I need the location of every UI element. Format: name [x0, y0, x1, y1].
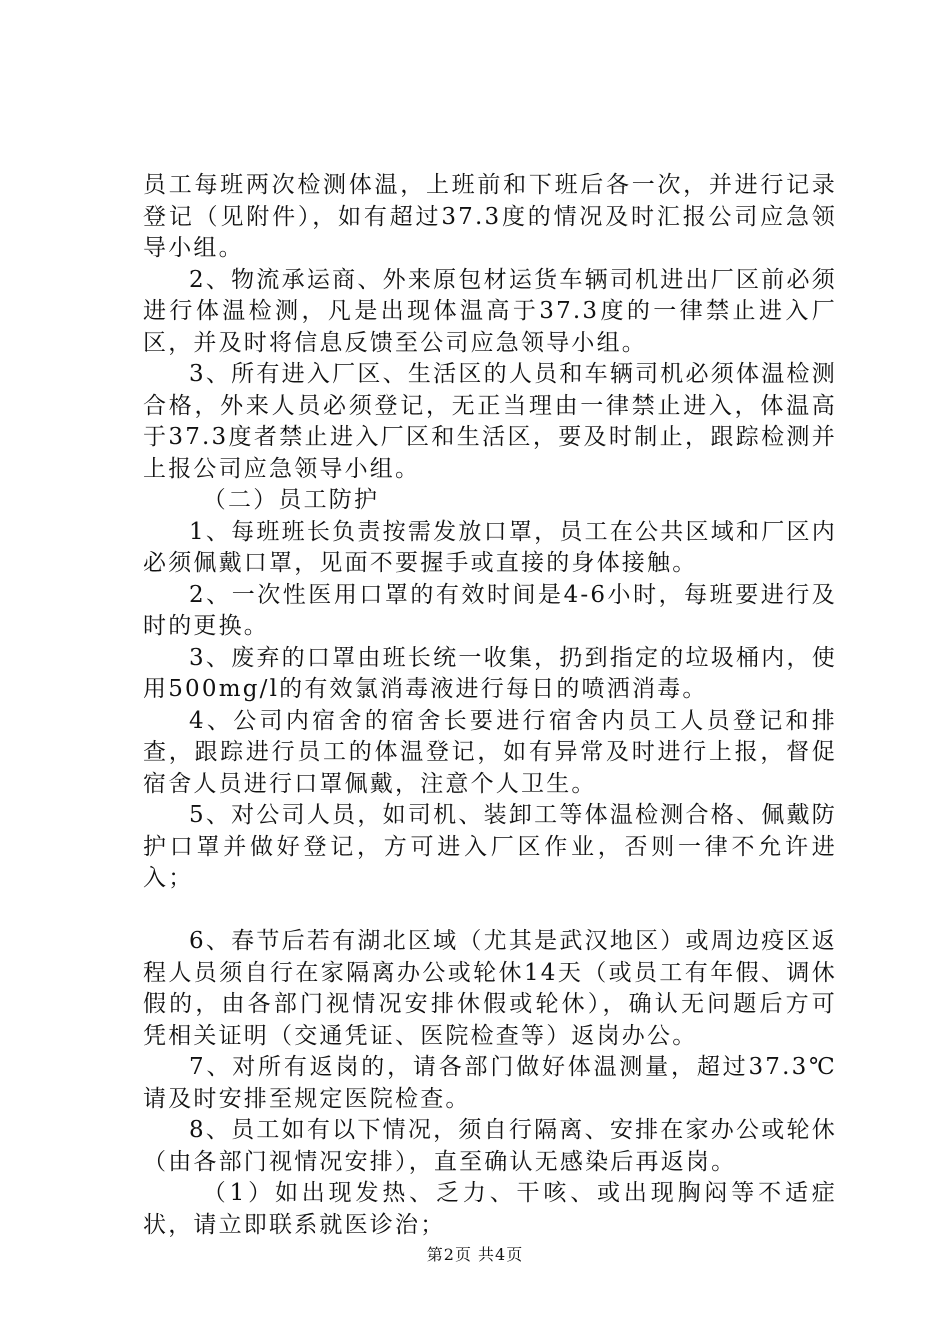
- document-body: [143, 170, 837, 1241]
- paragraph-item-6-return-isolation: 6、春节后若有湖北区域（尤其是武汉地区）或周边疫区返程人员须自行在家隔离办公或轮休14天（或员工有年假、调休假的，由各部门视情况安排休假或轮休），确认无问题后方可凭相关证明（交通凭证、医院检查等）返岗办公。: [143, 928, 837, 1049]
- paragraph-item-2-mask-replacement: 2、一次性医用口罩的有效时间是4-6小时，每班要进行及时的更换。: [143, 581, 837, 639]
- paragraph-sub-item-1-symptoms: （1）如出现发热、乏力、干咳、或出现胸闷等不适症状，请立即联系就医诊治；: [143, 1180, 837, 1238]
- blank-line: [143, 895, 837, 927]
- paragraph-item-3-entry-check: 3、所有进入厂区、生活区的人员和车辆司机必须体温检测合格，外来人员必须登记，无正当理由一律禁止进入，体温高于37.3度者禁止进入厂区和生活区，要及时制止，跟踪检测并上报公司应急领导小组。: [143, 361, 837, 482]
- page-number-footer: 第2页 共4页: [426, 1245, 524, 1264]
- paragraph-item-3-mask-disposal: 3、废弃的口罩由班长统一收集，扔到指定的垃圾桶内，使用500mg/l的有效氯消毒液进行每日的喷洒消毒。: [143, 644, 837, 702]
- section-heading-employee-protection: （二）员工防护: [202, 487, 380, 513]
- paragraph-item-7-temperature-measure: 7、对所有返岗的，请各部门做好体温测量，超过37.3℃请及时安排至规定医院检查。: [143, 1054, 837, 1112]
- paragraph-temperature-record: 员工每班两次检测体温，上班前和下班后各一次，并进行记录登记（见附件），如有超过37.3度的情况及时汇报公司应急领导小组。: [143, 172, 837, 261]
- paragraph-item-2-logistics: 2、物流承运商、外来原包材运货车辆司机进出厂区前必须进行体温检测，凡是出现体温高于37.3度的一律禁止进入厂区，并及时将信息反馈至公司应急领导小组。: [143, 266, 837, 356]
- paragraph-item-8-conditions: 8、员工如有以下情况，须自行隔离、安排在家办公或轮休（由各部门视情况安排），直至确认无感染后再返岗。: [143, 1117, 837, 1175]
- paragraph-item-4-dormitory: 4、公司内宿舍的宿舍长要进行宿舍内员工人员登记和排查，跟踪进行员工的体温登记，如有异常及时进行上报，督促宿舍人员进行口罩佩戴，注意个人卫生。: [143, 707, 837, 797]
- paragraph-item-1-masks: 1、每班班长负责按需发放口罩，员工在公共区域和厂区内必须佩戴口罩，见面不要握手或直接的身体接触。: [143, 518, 837, 576]
- paragraph-item-5-staff-check: 5、对公司人员，如司机、装卸工等体温检测合格、佩戴防护口罩并做好登记，方可进入厂区作业，否则一律不允许进入；: [143, 802, 837, 891]
